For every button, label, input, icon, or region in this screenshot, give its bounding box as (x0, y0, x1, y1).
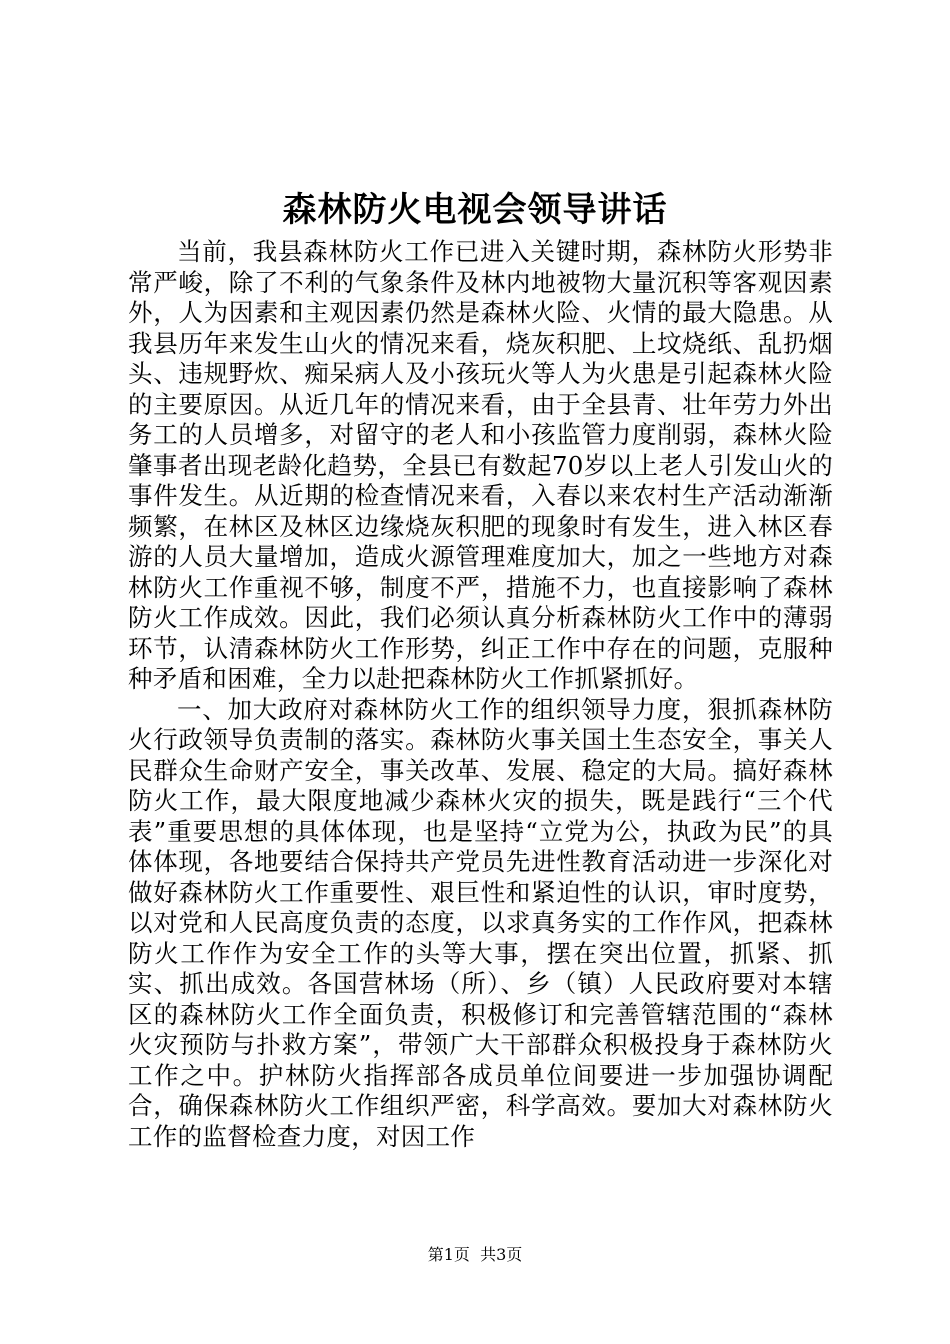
document-body (128, 237, 833, 1152)
paragraph-1: 当前，我县森林防火工作已进入关键时期，森林防火形势非常严峻，除了不利的气象条件及林内地被物大量沉积等客观因素外，人为因素和主观因素仍然是森林火险、火情的最大隐患。从我县历年来发生山火的情况来看，烧灰积肥、上坟烧纸、乱扔烟头、违规野炊、痴呆病人及小孩玩火等人为火患是引起森林火险的主要原因。从近几年的情况来看，由于全县青、壮年劳力外出务工的人员增多，对留守的老人和小孩监管力度削弱，森林火险肇事者出现老龄化趋势，全县已有数起70岁以上老人引发山火的事件发生。从近期的检查情况来看，入春以来农村生产活动渐渐频繁，在林区及林区边缘烧灰积肥的现象时有发生，进入林区春游的人员大量增加，造成火源管理难度加大，加之一些地方对森林防火工作重视不够，制度不严，措施不力，也直接影响了森林防火工作成效。因此，我们必须认真分析森林防火工作中的薄弱环节，认清森林防火工作形势，纠正工作中存在的问题，克服种种矛盾和困难，全力以赴把森林防火工作抓紧抓好。 (128, 237, 833, 693)
page-footer: 第1页 共3页 (427, 1245, 523, 1264)
document-title: 森林防火电视会领导讲话 (282, 190, 668, 230)
paragraph-2: 一、加大政府对森林防火工作的组织领导力度，狠抓森林防火行政领导负责制的落实。森林防火事关国土生态安全，事关人民群众生命财产安全，事关改革、发展、稳定的大局。搞好森林防火工作，最大限度地减少森林火灾的损失，既是践行“三个代表”重要思想的具体体现，也是坚持“立党为公，执政为民”的具体体现，各地要结合保持共产党员先进性教育活动进一步深化对做好森林防火工作重要性、艰巨性和紧迫性的认识，审时度势，以对党和人民高度负责的态度，以求真务实的工作作风，把森林防火工作作为安全工作的头等大事，摆在突出位置，抓紧、抓实、抓出成效。各国营林场（所）、乡（镇）人民政府要对本辖区的森林防火工作全面负责，积极修订和完善管辖范围的“森林火灾预防与扑救方案”，带领广大干部群众积极投身于森林防火工作之中。护林防火指挥部各成员单位间要进一步加强协调配合，确保森林防火工作组织严密，科学高效。要加大对森林防火工作的监督检查力度，对因工作 (128, 694, 834, 1151)
